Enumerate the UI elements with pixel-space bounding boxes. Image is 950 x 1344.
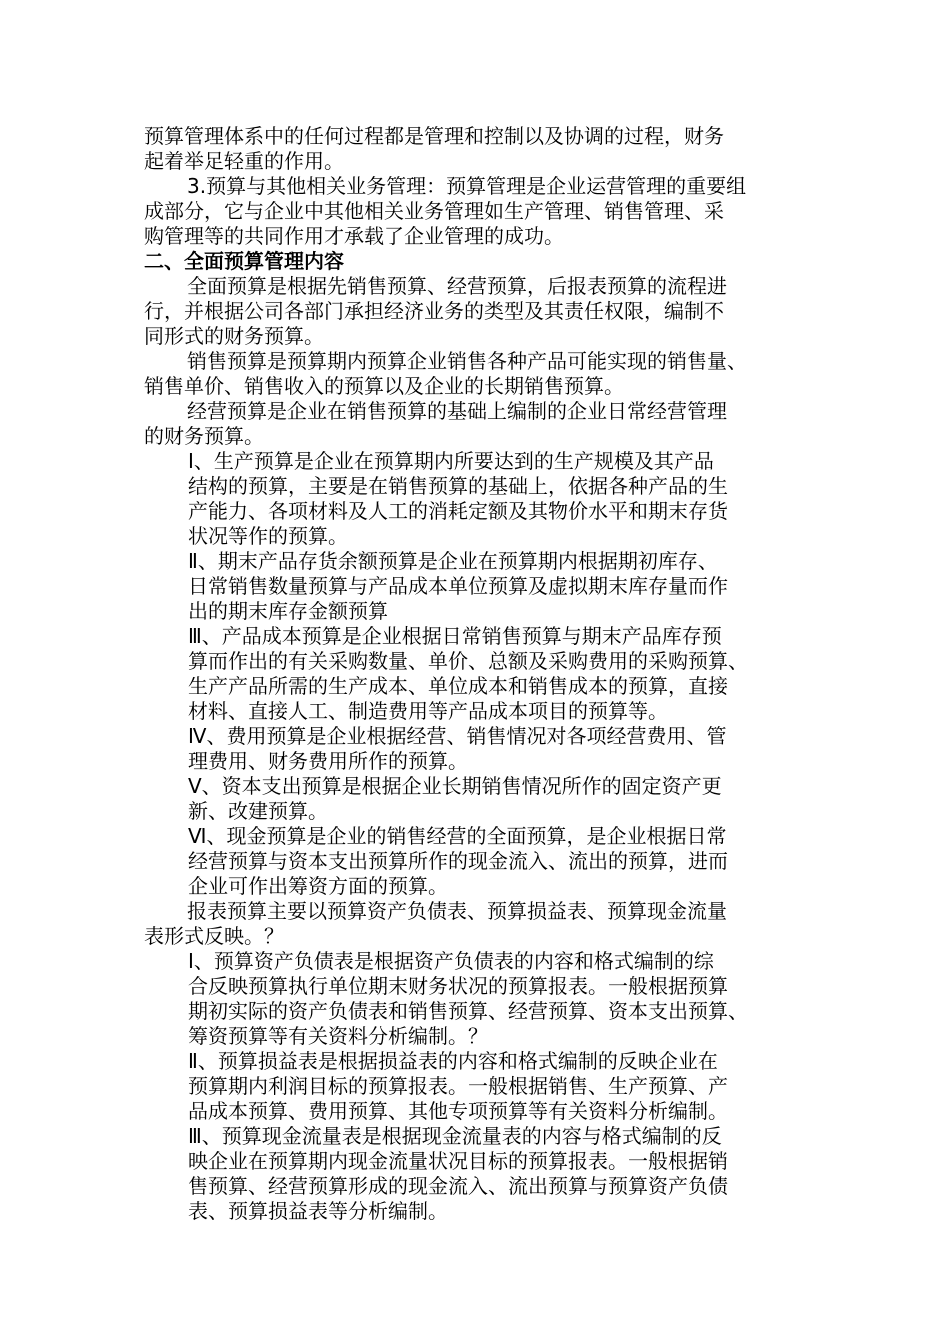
paragraph-sales-budget: 销售预算是预算期内预算企业销售各种产品可能实现的销售量、 销售单价、销售收入的预算以及企业的长期销售预算。: [144, 349, 747, 398]
paragraph-full-budget: 全面预算是根据先销售预算、经营预算，后报表预算的流程进 行，并根据公司各部门承担经济业务的类型及其责任权限，编制不 同形式的财务预算。: [144, 274, 727, 348]
list-item-production-budget: Ⅰ、生产预算是企业在预算期内所要达到的生产规模及其产品 结构的预算，主要是在销售预算的基础上，依据各种产品的生 产能力、各项材料及人工的消耗定额及其物价水平和期末存货 状况等作的预算。: [188, 449, 728, 548]
list-item-expense-budget: Ⅳ、费用预算是企业根据经营、销售情况对各项经营费用、管 理费用、财务费用所作的预算。: [188, 724, 727, 773]
paragraph-related-management: 3.预算与其他相关业务管理：预算管理是企业运营管理的重要组 成部分，它与企业中其他相关业务管理如生产管理、销售管理、采 购管理等的共同作用才承载了企业管理的成功。: [144, 174, 747, 248]
list-item-capital-budget: Ⅴ、资本支出预算是根据企业长期销售情况所作的固定资产更 新、改建预算。: [188, 774, 722, 823]
document-body: [144, 124, 824, 1224]
list-item-cash-flow-budget: Ⅲ、预算现金流量表是根据现金流量表的内容与格式编制的反 映企业在预算期内现金流量状况目标的预算报表。一般根据销 售预算、经营预算形成的现金流入、流出预算与预算资产负债 表、预算损益表等分析编制。: [188, 1124, 728, 1223]
list-item-income-budget: Ⅱ、预算损益表是根据损益表的内容和格式编制的反映企业在 预算期内利润目标的预算报表。一般根据销售、生产预算、产 品成本预算、费用预算、其他专项预算等有关资料分析编制。: [188, 1049, 728, 1123]
paragraph-operating-budget: 经营预算是企业在销售预算的基础上编制的企业日常经营管理 的财务预算。: [144, 399, 727, 448]
list-item-inventory-budget: Ⅱ、期末产品存货余额预算是企业在预算期内根据期初库存、 日常销售数量预算与产品成本单位预算及虚拟期末库存量而作 出的期末库存金额预算: [188, 549, 728, 623]
section-heading: 二、全面预算管理内容: [144, 249, 344, 273]
list-item-balance-sheet-budget: Ⅰ、预算资产负债表是根据资产负债表的内容和格式编制的综 合反映预算执行单位期末财务状况的预算报表。一般根据预算 期初实际的资产负债表和销售预算、经营预算、资本支出预算、 筹资预算等有关资料分析编制。？: [188, 949, 748, 1048]
list-item-product-cost-budget: Ⅲ、产品成本预算是企业根据日常销售预算与期末产品库存预 算而作出的有关采购数量、单价、总额及采购费用的采购预算、 生产产品所需的生产成本、单位成本和销售成本的预算，直接 材料、直接人工、制造费用等产品成本项目的预算等。: [188, 624, 748, 723]
paragraph-statement-budget: 报表预算主要以预算资产负债表、预算损益表、预算现金流量 表形式反映。？: [144, 899, 727, 948]
list-item-cash-budget: Ⅵ、现金预算是企业的销售经营的全面预算，是企业根据日常 经营预算与资本支出预算所作的现金流入、流出的预算，进而 企业可作出筹资方面的预算。: [188, 824, 728, 898]
paragraph-budget-process: 预算管理体系中的任何过程都是管理和控制以及协调的过程，财务 起着举足轻重的作用。: [144, 124, 724, 173]
